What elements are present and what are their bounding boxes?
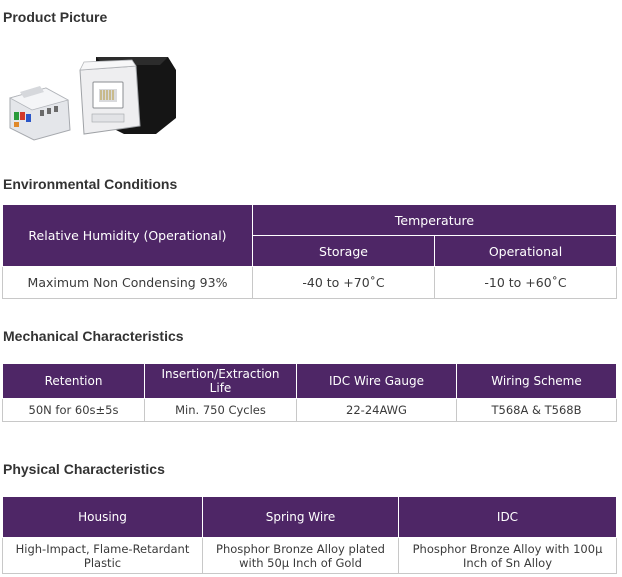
storage-header: Storage — [253, 236, 435, 267]
idc-value: Phosphor Bronze Alloy with 100μ Inch of Sn Alloy — [399, 538, 617, 574]
physical-characteristics-heading: Physical Characteristics — [3, 461, 165, 477]
housing-value: High-Impact, Flame-Retardant Plastic — [3, 538, 203, 574]
humidity-value: Maximum Non Condensing 93% — [3, 267, 253, 299]
environmental-conditions-table — [2, 204, 617, 299]
storage-value: -40 to +70˚C — [253, 267, 435, 299]
operational-header: Operational — [435, 236, 617, 267]
environmental-conditions-heading: Environmental Conditions — [3, 176, 178, 192]
spring-wire-header: Spring Wire — [203, 497, 399, 538]
mechanical-characteristics-heading: Mechanical Characteristics — [3, 328, 184, 344]
housing-header: Housing — [3, 497, 203, 538]
insertion-extraction-life-value: Min. 750 Cycles — [145, 399, 297, 422]
keystone-jack-small-image — [10, 86, 70, 140]
physical-characteristics-table — [2, 496, 617, 574]
wiring-scheme-value: T568A & T568B — [457, 399, 617, 422]
keystone-jack-large-image — [80, 57, 176, 134]
mechanical-characteristics-table — [2, 363, 617, 422]
spring-wire-value: Phosphor Bronze Alloy plated with 50μ Inch of Gold — [203, 538, 399, 574]
idc-wire-gauge-value: 22-24AWG — [297, 399, 457, 422]
insertion-extraction-life-header: Insertion/Extraction Life — [145, 364, 297, 399]
product-picture-heading: Product Picture — [3, 9, 108, 25]
product-picture — [0, 48, 190, 143]
retention-header: Retention — [3, 364, 145, 399]
operational-value: -10 to +60˚C — [435, 267, 617, 299]
retention-value: 50N for 60s±5s — [3, 399, 145, 422]
wiring-scheme-header: Wiring Scheme — [457, 364, 617, 399]
idc-header: IDC — [399, 497, 617, 538]
idc-wire-gauge-header: IDC Wire Gauge — [297, 364, 457, 399]
relative-humidity-header: Relative Humidity (Operational) — [3, 205, 253, 267]
temperature-header: Temperature — [253, 205, 617, 236]
